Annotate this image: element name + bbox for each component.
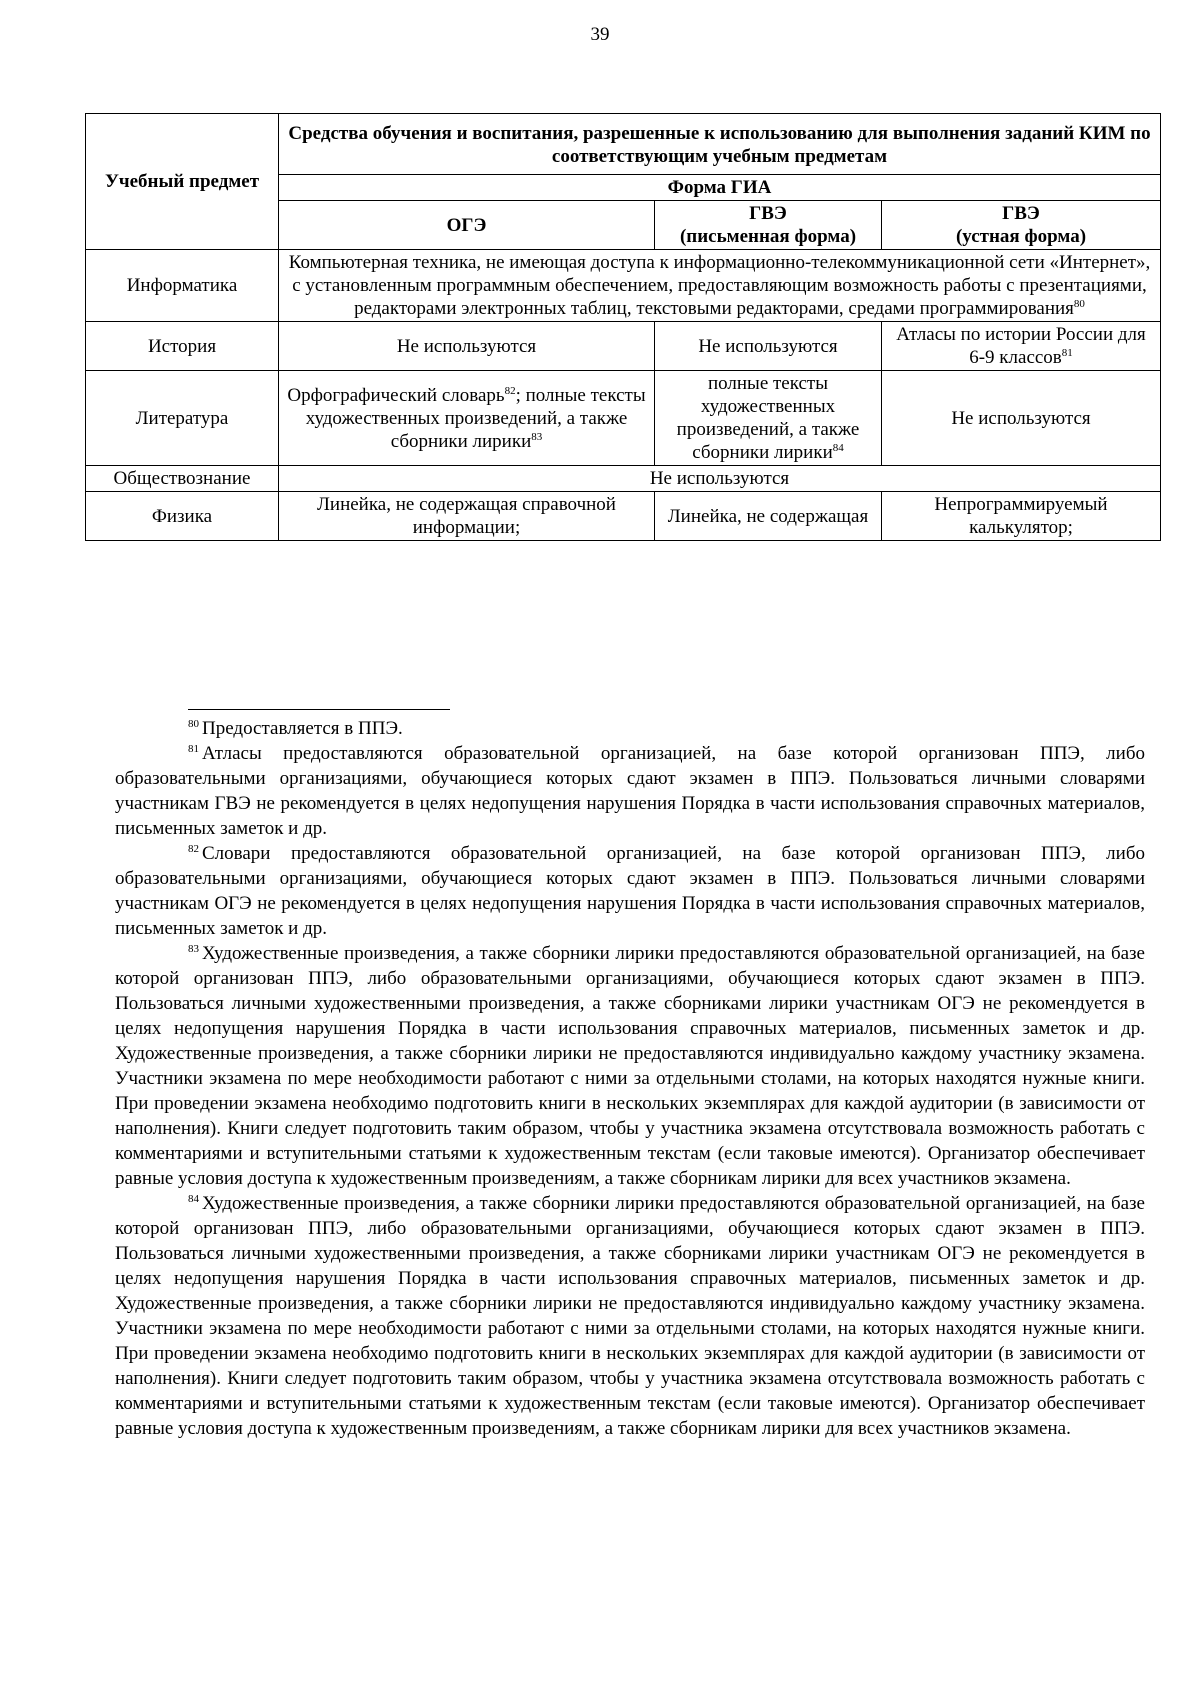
literature-gve-written-cell (655, 371, 882, 466)
footnote-number: 84 (188, 1193, 199, 1205)
physics-gve-oral-cell: Непрограммируемый калькулятор; (882, 492, 1161, 541)
footnote-text: Словари предоставляются образовательной организацией, на базе которой организован ППЭ, либо образовательными организациями, обучающиеся которых сдают экзамен в ППЭ. Пользоваться личными словарями участникам ОГЭ не рекомендуется в целях недопущения нарушения Порядка в части использования справочных материалов, письменных заметок и др. (115, 843, 1145, 939)
footnote-number: 82 (188, 843, 199, 855)
subject-cell-informatics: Информатика (86, 250, 279, 322)
table-row (86, 492, 1161, 541)
subject-header: Учебный предмет (86, 114, 279, 250)
footnotes (115, 716, 1145, 1441)
table-row (86, 322, 1161, 371)
informatics-means-cell (279, 250, 1161, 322)
footnote (115, 941, 1145, 1191)
gve-oral-header (882, 201, 1161, 250)
footnote-text: Предоставляется в ППЭ. (202, 718, 403, 739)
gve-oral-header-line1: ГВЭ (1002, 203, 1040, 224)
literature-gve-written-text: полные тексты художественных произведений, а также сборники лирики (676, 373, 860, 463)
oge-header: ОГЭ (279, 201, 655, 250)
literature-gve-oral-cell: Не используются (882, 371, 1161, 466)
subject-cell-physics: Физика (86, 492, 279, 541)
footnote-ref-83: 83 (531, 430, 543, 443)
gve-written-header-line2: (письменная форма) (679, 226, 857, 247)
informatics-means-text: Компьютерная техника, не имеющая доступа к информационно-телекоммуникационной сети «Интернет», с установленным программным обеспечением, предоставляющим возможность работы с презентациями, редакторами электронных таблиц, текстовыми редакторами, средами программирования (288, 252, 1151, 319)
literature-oge-text-1: Орфографический словарь (287, 384, 505, 406)
means-header: Средства обучения и воспитания, разрешенные к использованию для выполнения заданий КИМ по соответствующим учебным предметам (279, 114, 1161, 175)
history-gve-written-cell: Не используются (655, 322, 882, 371)
table-row (86, 466, 1161, 492)
footnote-ref-82: 82 (504, 384, 516, 397)
table-header-row (86, 114, 1161, 175)
footnote-text: Художественные произведения, а также сборники лирики предоставляются образовательной организацией, на базе которой организован ППЭ, либо образовательными организациями, обучающиеся которых сдают экзамен в ППЭ. Пользоваться личными художественными произведения, а также сборниками лирики участникам ОГЭ не рекомендуется в целях недопущения нарушения Порядка в части использования справочных материалов, письменных заметок и др. Художественные произведения, а также сборники лирики не предоставляются индивидуально каждому участнику экзамена. Участники экзамена по мере необходимости работают с ними за отдельными столами, на которых находятся нужные книги. При проведении экзамена необходимо подготовить книги в нескольких экземплярах для каждой аудитории (в зависимости от наполнения). Книги следует подготовить таким образом, чтобы у участника экзамена отсутствовала возможность работать с комментариями и вступительными статьями к художественным текстам (если таковые имеются). Организатор обеспечивает равные условия доступа к художественным произведениям, а также сборникам лирики для всех участников экзамена. (115, 943, 1145, 1189)
footnote-ref-81: 81 (1061, 347, 1073, 359)
literature-oge-text-2: ; полные тексты художественных произведений, а также сборники лирики (305, 384, 646, 452)
footnote (115, 716, 1145, 741)
subject-cell-history: История (86, 322, 279, 371)
history-oge-cell: Не используются (279, 322, 655, 371)
footnote-ref-84: 84 (832, 442, 844, 454)
footnote-number: 81 (188, 743, 199, 755)
history-gve-oral-cell (882, 322, 1161, 371)
footnote-ref-80: 80 (1073, 298, 1085, 310)
footnote (115, 841, 1145, 941)
subject-cell-social: Обществознание (86, 466, 279, 492)
footnote-text: Атласы предоставляются образовательной организацией, на базе которой организован ППЭ, либо образовательными организациями, обучающиеся которых сдают экзамен в ППЭ. Пользоваться личными словарями участникам ГВЭ не рекомендуется в целях недопущения нарушения Порядка в части использования справочных материалов, письменных заметок и др. (115, 743, 1145, 839)
footnote-separator (188, 709, 450, 710)
subject-cell-literature: Литература (86, 371, 279, 466)
footnote-number: 80 (188, 718, 199, 730)
page-number: 39 (590, 24, 610, 45)
gve-oral-header-line2: (устная форма) (955, 226, 1087, 247)
table-row (86, 250, 1161, 322)
form-header: Форма ГИА (279, 175, 1161, 201)
physics-oge-cell: Линейка, не содержащая справочной информации; (279, 492, 655, 541)
footnote-text: Художественные произведения, а также сборники лирики предоставляются образовательной организацией, на базе которой организован ППЭ, либо образовательными организациями, обучающиеся которых сдают экзамен в ППЭ. Пользоваться личными художественными произведения, а также сборниками лирики участникам ОГЭ не рекомендуется в целях недопущения нарушения Порядка в части использования справочных материалов, письменных заметок и др. Художественные произведения, а также сборники лирики не предоставляются индивидуально каждому участнику экзамена. Участники экзамена по мере необходимости работают с ними за отдельными столами, на которых находятся нужные книги. При проведении экзамена необходимо подготовить книги в нескольких экземплярах для каждой аудитории (в зависимости от наполнения). Книги следует подготовить таким образом, чтобы у участника экзамена отсутствовала возможность работать с комментариями и вступительными статьями к художественным текстам (если таковые имеются). Организатор обеспечивает равные условия доступа к художественным произведениям, а также сборникам лирики для всех участников экзамена. (115, 1193, 1145, 1439)
footnote (115, 741, 1145, 841)
table-row (86, 371, 1161, 466)
education-means-table (85, 113, 1161, 541)
physics-gve-written-cell: Линейка, не содержащая (655, 492, 882, 541)
literature-oge-cell (279, 371, 655, 466)
gve-written-header (655, 201, 882, 250)
footnote-number: 83 (188, 943, 199, 955)
social-means-cell: Не используются (279, 466, 1161, 492)
history-gve-oral-text: Атласы по истории России для 6-9 классов (896, 324, 1146, 368)
gve-written-header-line1: ГВЭ (749, 203, 787, 224)
footnote (115, 1191, 1145, 1441)
